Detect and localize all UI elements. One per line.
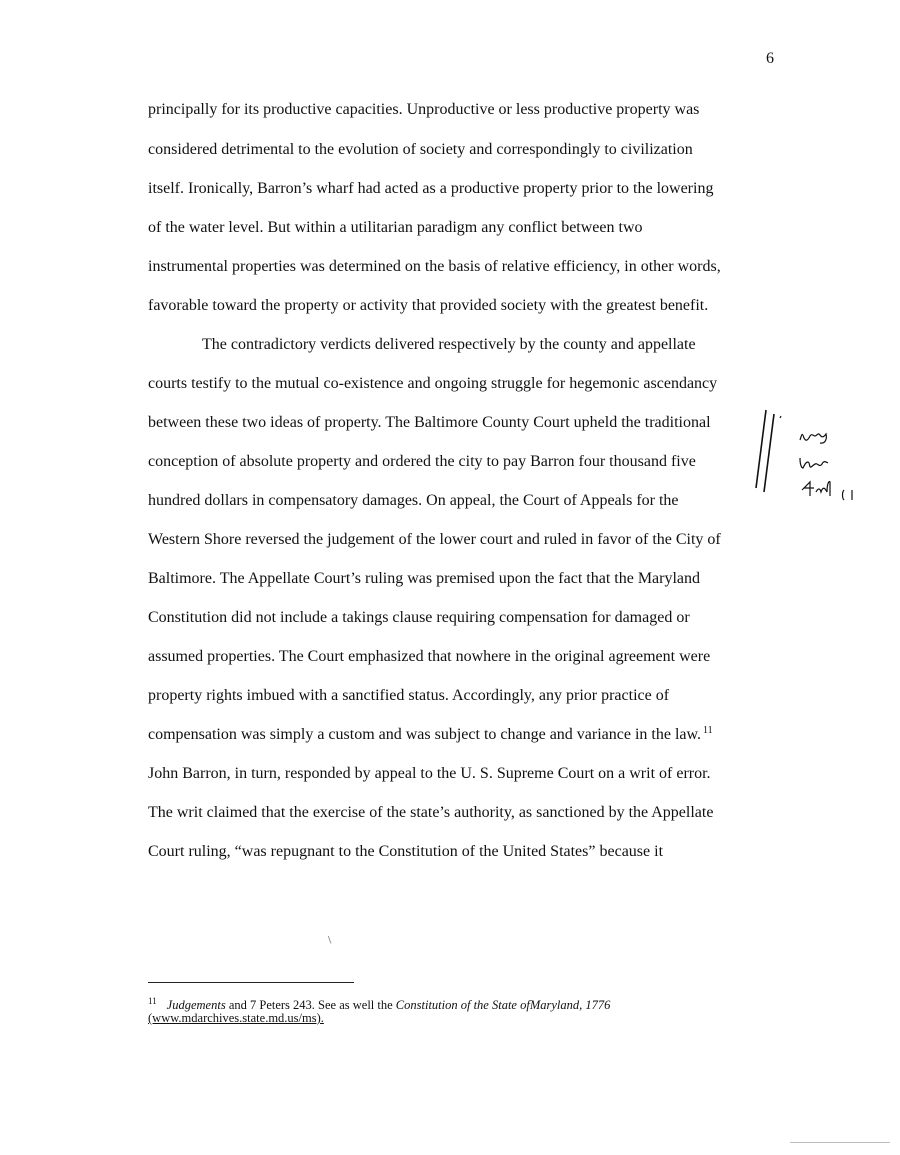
body-text-line: between these two ideas of property. The Baltimore County Court upheld the traditional xyxy=(148,414,711,431)
body-text-line: itself. Ironically, Barron’s wharf had acted as a productive property prior to the lowering xyxy=(148,180,714,197)
body-text-line: courts testify to the mutual co-existence and ongoing struggle for hegemonic ascendancy xyxy=(148,375,718,392)
body-text-line: assumed properties. The Court emphasized that nowhere in the original agreement were xyxy=(148,648,711,665)
body-text-line: instrumental properties was determined on the basis of relative efficiency, in other words, xyxy=(148,258,721,275)
body-text-segment: compensation was simply a custom and was subject to change and variance in the law. xyxy=(148,726,702,743)
handwritten-margin-annotation xyxy=(750,408,890,518)
body-text-line: conception of absolute property and ordered the city to pay Barron four thousand five xyxy=(148,453,696,470)
body-text-line: considered detrimental to the evolution of society and correspondingly to civilization xyxy=(148,141,693,158)
footnote-url[interactable] xyxy=(148,1010,324,1026)
footnote-text: and 7 Peters 243. See as well the xyxy=(225,998,396,1013)
stray-scan-mark xyxy=(328,934,335,943)
page-number: 6 xyxy=(766,50,774,67)
footnote-case-reference: Judgements xyxy=(166,998,226,1013)
body-text-line: favorable toward the property or activity that provided society with the greatest benefit. xyxy=(148,297,709,314)
body-text-line: The writ claimed that the exercise of the state’s authority, as sanctioned by the Appellate xyxy=(148,804,714,821)
body-text-line: Constitution did not include a takings clause requiring compensation for damaged or xyxy=(148,609,690,626)
body-text-line: The contradictory verdicts delivered respectively by the county and appellate xyxy=(202,336,696,353)
body-text-line: Court ruling, “was repugnant to the Constitution of the United States” because it xyxy=(148,843,664,860)
footnote-reference: 11 xyxy=(703,724,713,736)
body-text-line: hundred dollars in compensatory damages. On appeal, the Court of Appeals for the xyxy=(148,492,679,509)
body-text-line: property rights imbued with a sanctified status. Accordingly, any prior practice of xyxy=(148,687,670,704)
body-text-line: Baltimore. The Appellate Court’s ruling was premised upon the fact that the Maryland xyxy=(148,570,701,587)
body-text-line: principally for its productive capacities. Unproductive or less productive property was xyxy=(148,101,700,118)
footnote-source-title: Constitution of the State ofMaryland, 1776 xyxy=(395,998,611,1013)
footnote-marker: 11 xyxy=(148,996,157,1006)
body-text-line xyxy=(148,725,713,745)
scan-edge-mark xyxy=(790,1142,890,1143)
body-text-line: of the water level. But within a utilitarian paradigm any conflict between two xyxy=(148,219,643,236)
footnote-separator xyxy=(148,982,354,983)
footnote-link[interactable]: (www.mdarchives.state.md.us/ms). xyxy=(148,1011,324,1025)
body-text-line: Western Shore reversed the judgement of the lower court and ruled in favor of the City of xyxy=(148,531,721,548)
body-text-line: John Barron, in turn, responded by appeal to the U. S. Supreme Court on a writ of error. xyxy=(148,765,711,782)
